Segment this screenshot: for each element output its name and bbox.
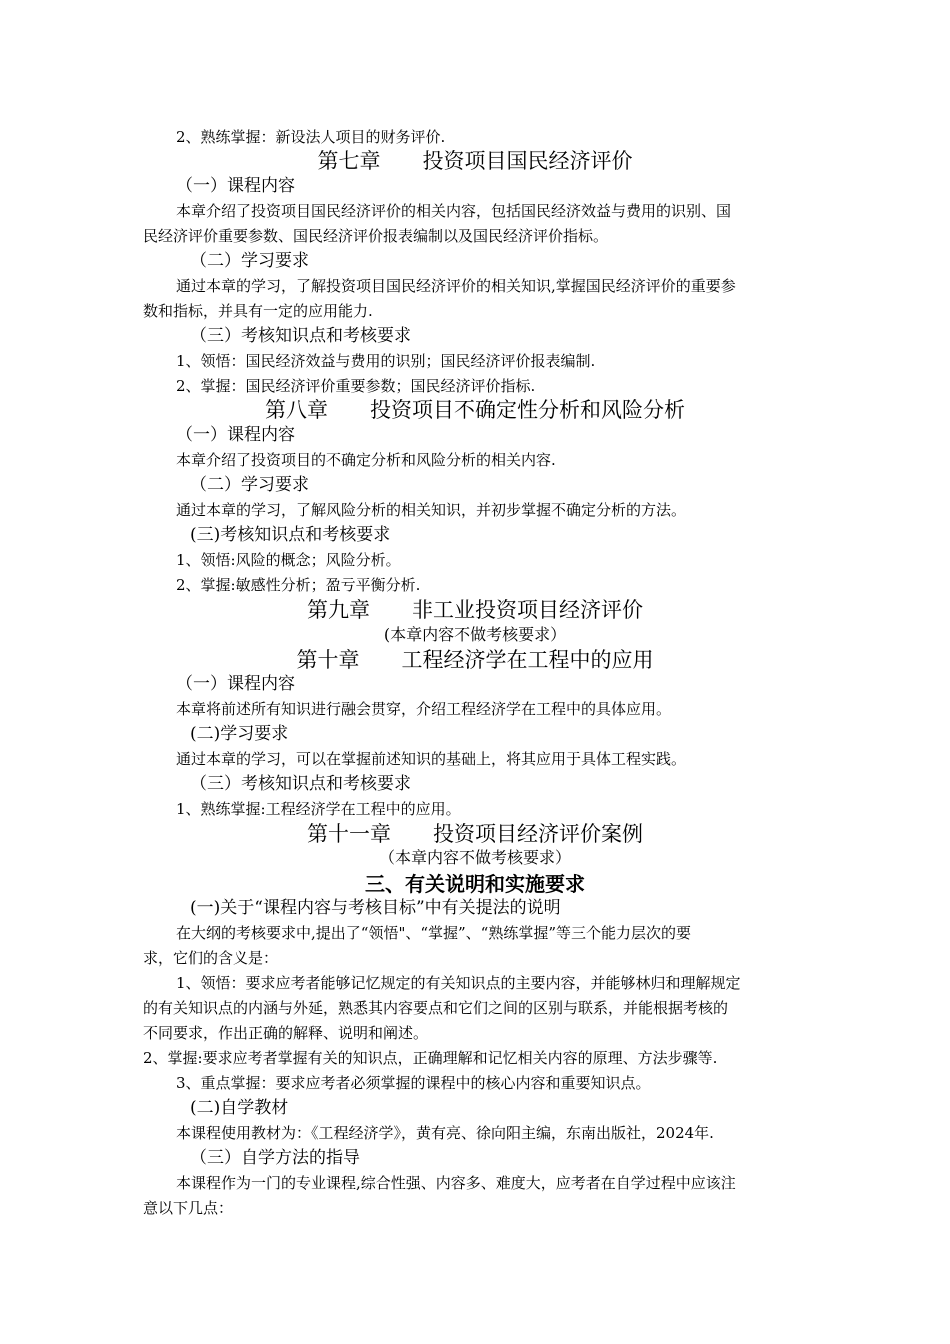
part-heading: 三、有关说明和实施要求 xyxy=(365,872,585,896)
section-heading: （三）考核知识点和考核要求 xyxy=(190,774,411,794)
text-line: 本课程作为一门的专业课程,综合性强、内容多、难度大，应考者在自学过程中应该注 xyxy=(176,1174,736,1192)
chapter-number: 第十一章 xyxy=(307,822,391,846)
chapter-10-heading xyxy=(0,647,950,673)
text-line: 1、领悟:风险的概念；风险分析。 xyxy=(176,551,401,569)
text-line: 2、掌握:敏感性分析；盈亏平衡分析. xyxy=(176,576,421,594)
chapter-note: (本章内容不做考核要求） xyxy=(383,625,567,644)
section-heading: （一）课程内容 xyxy=(176,425,295,445)
text-line: 本章介绍了投资项目国民经济评价的相关内容，包括国民经济效益与费用的识别、国 xyxy=(176,202,732,220)
text-line: 2、掌握:要求应考者掌握有关的知识点，正确理解和记忆相关内容的原理、方法步骤等. xyxy=(143,1049,718,1067)
chapter-11-heading xyxy=(0,821,950,847)
section-heading: （三）自学方法的指导 xyxy=(190,1148,360,1168)
chapter-number: 第九章 xyxy=(307,598,370,622)
section-heading: （一）课程内容 xyxy=(176,674,295,694)
chapter-number: 第十章 xyxy=(296,648,360,672)
chapter-title: 工程经济学在工程中的应用 xyxy=(401,648,654,672)
text-line: 通过本章的学习，可以在掌握前述知识的基础上，将其应用于具体工程实践。 xyxy=(176,750,687,768)
section-heading: (一)关于“课程内容与考核目标”中有关提法的说明 xyxy=(190,898,561,918)
text-line: 不同要求，作出正确的解释、说明和阐述。 xyxy=(143,1024,429,1042)
text-line: 2、掌握：国民经济评价重要参数；国民经济评价指标. xyxy=(176,377,536,395)
text-line: 2、熟练掌握：新设法人项目的财务评价. xyxy=(176,128,446,146)
chapter-7-heading xyxy=(0,148,950,174)
chapter-title: 投资项目不确定性分析和风险分析 xyxy=(370,398,685,422)
chapter-9-heading xyxy=(0,597,950,623)
chapter-title: 非工业投资项目经济评价 xyxy=(412,598,643,622)
text-line: 本章将前述所有知识进行融会贯穿，介绍工程经济学在工程中的具体应用。 xyxy=(176,700,672,718)
text-line: 通过本章的学习，了解风险分析的相关知识，并初步掌握不确定分析的方法。 xyxy=(176,501,687,519)
section-heading: （一）课程内容 xyxy=(176,176,295,196)
section-heading: (二)学习要求 xyxy=(190,724,289,744)
section-heading: (二)自学教材 xyxy=(190,1098,289,1118)
section-heading: （三）考核知识点和考核要求 xyxy=(190,326,411,346)
text-line: 的有关知识点的内涵与外延，熟悉其内容要点和它们之间的区别与联系，并能根据考核的 xyxy=(143,999,729,1017)
text-line: 在大纲的考核要求中,提出了“领悟"、“掌握”、“熟练掌握”等三个能力层次的要 xyxy=(176,924,692,942)
text-line: 数和指标，并具有一定的应用能力. xyxy=(143,302,373,320)
text-line: 意以下几点： xyxy=(143,1199,234,1217)
section-heading: （二）学习要求 xyxy=(190,475,309,495)
text-line: 求，它们的含义是： xyxy=(143,949,279,967)
text-line: 本课程使用教材为：《工程经济学》，黄有亮、徐向阳主编，东南出版社，2024年. xyxy=(176,1124,714,1142)
section-heading: （二）学习要求 xyxy=(190,251,309,271)
chapter-8-heading xyxy=(0,397,950,423)
chapter-number: 第七章 xyxy=(317,149,381,173)
text-line: 通过本章的学习，了解投资项目国民经济评价的相关知识,掌握国民经济评价的重要参 xyxy=(176,277,736,295)
chapter-number: 第八章 xyxy=(265,398,328,422)
chapter-title: 投资项目国民经济评价 xyxy=(422,149,633,173)
text-line: 本章介绍了投资项目的不确定分析和风险分析的相关内容. xyxy=(176,451,556,469)
text-line: 1、领悟：国民经济效益与费用的识别；国民经济评价报表编制. xyxy=(176,352,596,370)
text-line: 1、领悟：要求应考者能够记忆规定的有关知识点的主要内容，并能够林归和理解规定 xyxy=(176,974,741,992)
text-line: 1、熟练掌握:工程经济学在工程中的应用。 xyxy=(176,800,461,818)
section-heading: (三)考核知识点和考核要求 xyxy=(190,525,391,545)
text-line: 3、重点掌握：要求应考者必须掌握的课程中的核心内容和重要知识点。 xyxy=(176,1074,651,1092)
chapter-note: （本章内容不做考核要求） xyxy=(378,848,571,867)
text-line: 民经济评价重要参数、国民经济评价报表编制以及国民经济评价指标。 xyxy=(143,227,609,245)
chapter-title: 投资项目经济评价案例 xyxy=(433,822,643,846)
